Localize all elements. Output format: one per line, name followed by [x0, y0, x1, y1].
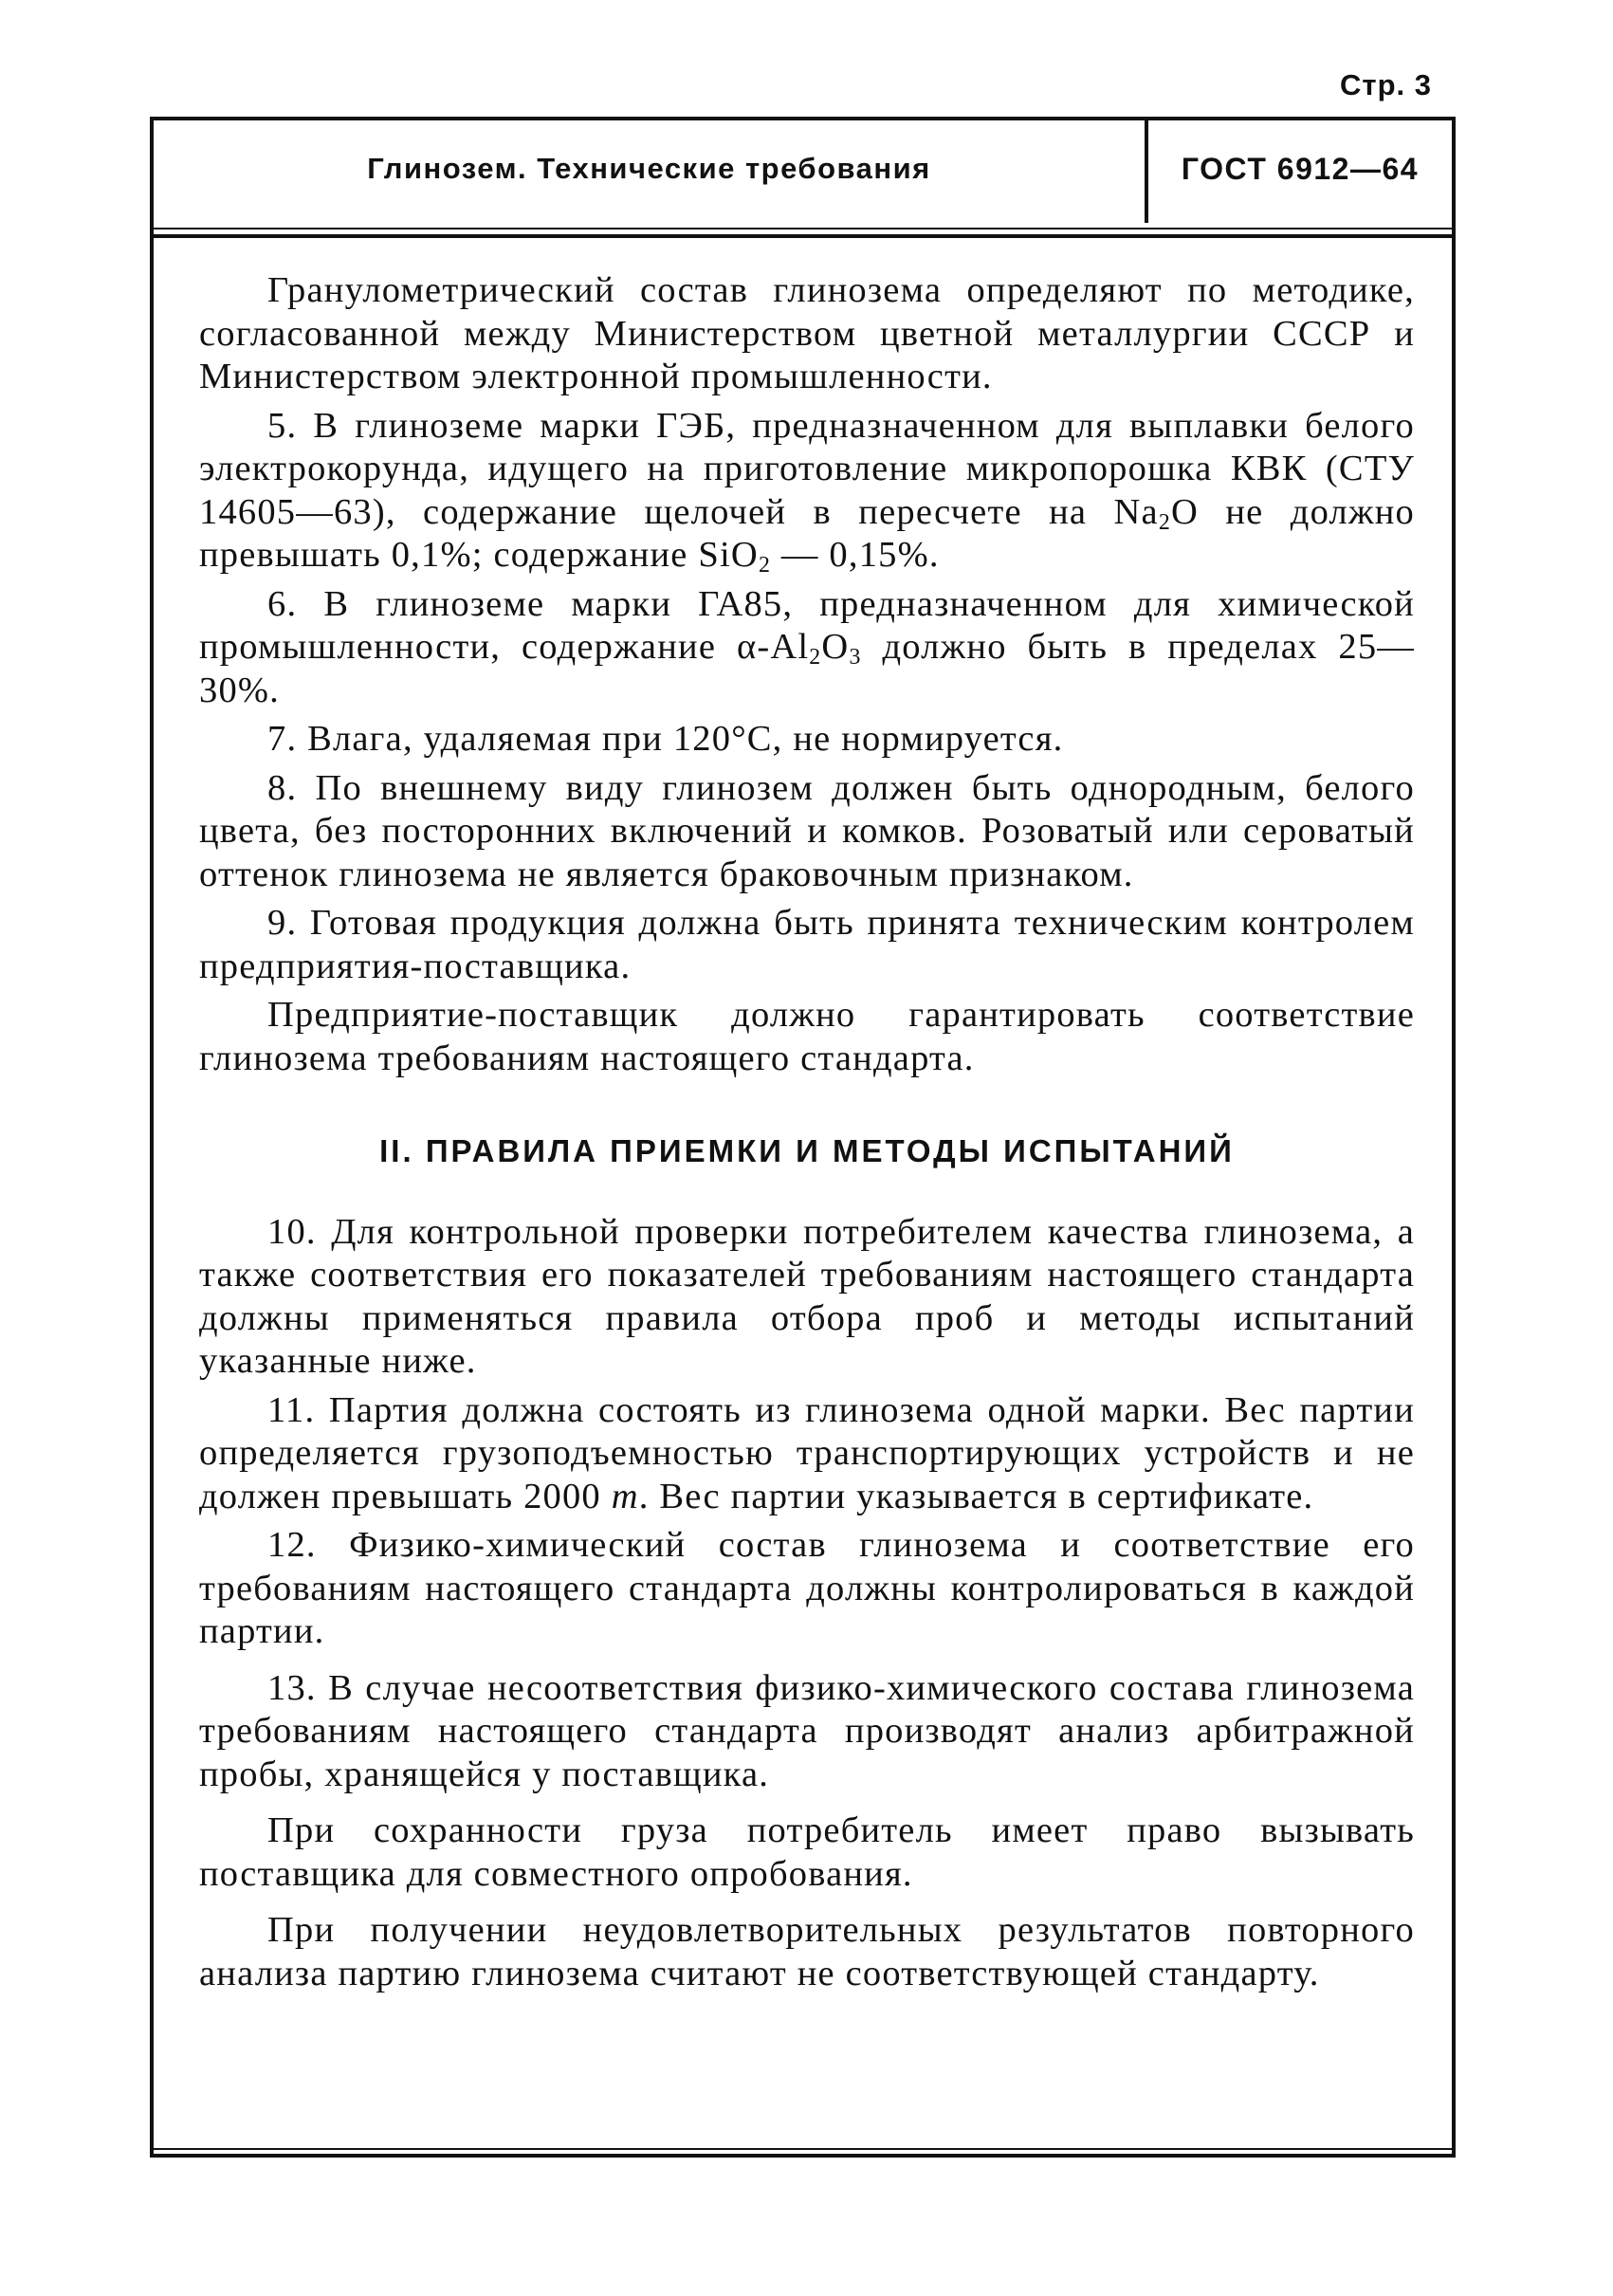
paragraph-12: 12. Физико-химический состав глинозема и соответствие его требованиям настоящего стандарта должны контролироваться в каждой партии. — [199, 1525, 1415, 1651]
page-number: Стр. 3 — [1340, 68, 1432, 101]
footer-rule-thick — [150, 2154, 1456, 2158]
paragraph-9: 9. Готовая продукция должна быть принята техническим контролем предприятия-поставщика. — [199, 903, 1415, 986]
paragraph-5-text-b: O не должно превышать 0,1%; содержание SiO — [199, 491, 1416, 575]
paragraph-unsatisfactory-results: При получении неудовлетворительных результатов повторного анализа партию глинозема считают не соответствующей стандарту. — [199, 1910, 1415, 1993]
page-content — [199, 269, 1415, 1995]
paragraph-6-text-a: 6. В глиноземе марки ГА85, предназначенном для химической промышленности, содержание α-Al — [199, 583, 1415, 667]
header-title: Глинозем. Технические требования — [367, 152, 931, 185]
paragraph-granulometry: Гранулометрический состав глинозема определяют по методике, согласованной между Министерством цветной металлургии СССР и Министерством электронной промышленности. — [199, 270, 1415, 396]
paragraph-8: 8. По внешнему виду глинозем должен быть однородным, белого цвета, без посторонних включений и комков. Розоватый или сероватый оттенок глинозема не является браковочным признаком. — [199, 767, 1415, 894]
paragraph-11-text-b: . Вес партии указывается в сертификате. — [638, 1476, 1314, 1516]
paragraph-6-subscript-a: 2 — [809, 644, 822, 670]
paragraph-7: 7. Влага, удаляемая при 120°С, не нормируется. — [267, 719, 1064, 759]
paragraph-5 — [199, 405, 1415, 578]
paragraph-6-text-b: O — [821, 627, 850, 667]
paragraph-cargo-preserved: При сохранности груза потребитель имеет право вызывать поставщика для совместного опробования. — [199, 1810, 1415, 1894]
paragraph-11 — [199, 1389, 1415, 1519]
paragraph-10: 10. Для контрольной проверки потребителем качества глинозема, а также соответствия его показателей требованиям настоящего стандарта должны применяться правила отбора проб и методы испытаний указанные ниже. — [199, 1211, 1415, 1381]
section-heading: II. ПРАВИЛА ПРИЕМКИ И МЕТОДЫ ИСПЫТАНИЙ — [379, 1133, 1235, 1168]
paragraph-13: 13. В случае несоответствия физико-химического состава глинозема требованиям настоящего стандарта производят анализ арбитражной пробы, хранящейся у поставщика. — [199, 1667, 1415, 1794]
paragraph-6-text-c: должно быть в пределах 25—30%. — [199, 627, 1416, 710]
paragraph-6 — [199, 583, 1415, 713]
footer-rule-thin — [150, 2148, 1456, 2150]
paragraph-5-text-c: — 0,15%. — [771, 535, 940, 575]
header-top-rule — [150, 117, 1456, 120]
standard-code: ГОСТ 6912—64 — [1181, 152, 1420, 186]
paragraph-5-subscript-b: 2 — [758, 552, 772, 578]
paragraph-11-text-a: 11. Партия должна состоять из глинозема одной марки. Вес партии определяется грузоподъемностью транспортирующих устройств и не должен превышать 2000 — [199, 1389, 1415, 1516]
paragraph-6-subscript-b: 3 — [849, 644, 862, 670]
paragraph-5-text-a: 5. В глиноземе марки ГЭБ, предназначенном для выплавки белого электрокорунда, идущего на приготовление микропорошка КВК (СТУ 14605—63), содержание щелочей в пересчете на Na — [199, 405, 1415, 532]
paragraph-5-subscript-a: 2 — [1158, 509, 1171, 535]
paragraph-11-unit: т — [611, 1476, 639, 1516]
header-bottom-rule-thin — [150, 228, 1456, 230]
paragraph-supplier-guarantee: Предприятие-поставщик должно гарантировать соответствие глинозема требованиям настоящего стандарта. — [199, 995, 1415, 1078]
header-bottom-rule-thick — [150, 234, 1456, 238]
